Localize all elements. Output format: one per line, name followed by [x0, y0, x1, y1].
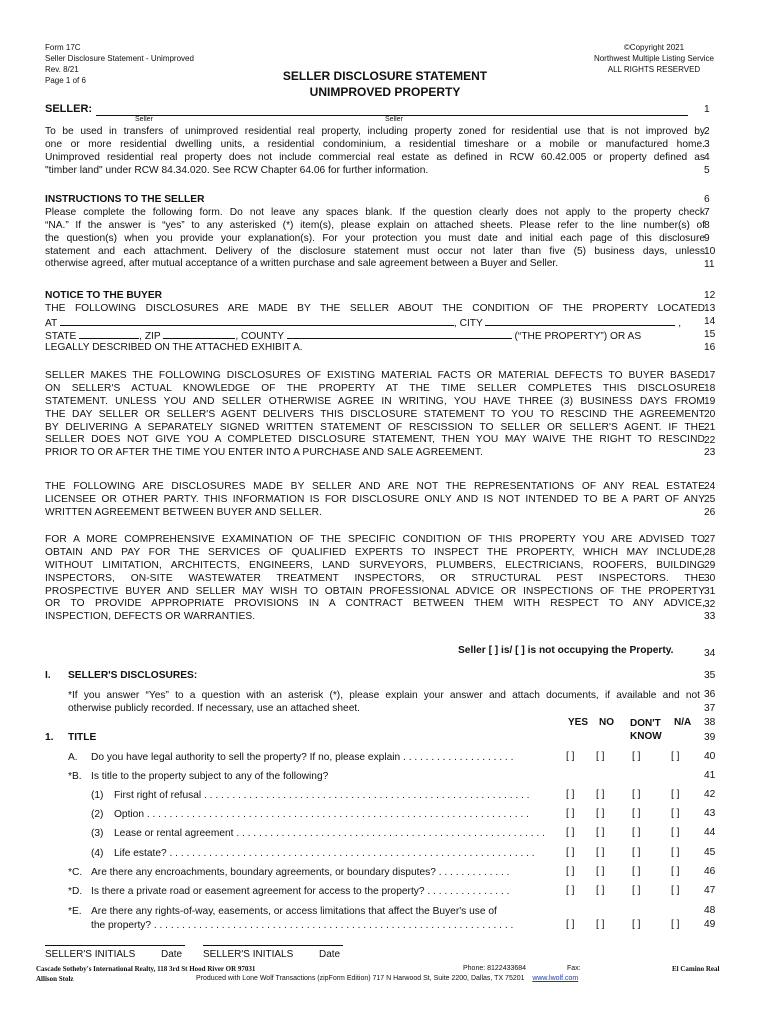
yes-checkbox[interactable]: [ ] — [566, 808, 575, 819]
form-name: Seller Disclosure Statement - Unimproved — [45, 54, 194, 63]
yes-checkbox[interactable]: [ ] — [566, 847, 575, 858]
disclosure-paragraph-3 — [45, 534, 705, 624]
line-number: 34 — [704, 648, 716, 659]
notice-section — [45, 290, 705, 354]
line-number: 30 — [704, 572, 716, 584]
title-section-number: 1. — [45, 732, 54, 743]
line-numbers-notice — [704, 290, 715, 355]
paragraph-line: PRIOR TO OR AFTER THE TIME YOU ENTER INTO A PURCHASE AND SALE AGREEMENT. — [45, 447, 483, 459]
line-number: 19 — [704, 395, 716, 407]
paragraph-line: STATEMENT. UNLESS YOU AND SELLER OTHERWISE AGREE IN WRITING, YOU HAVE THREE (3) BUSINESS DAYS FROM — [45, 395, 705, 407]
property-name: El Camino Real — [672, 965, 720, 973]
line-number: 43 — [704, 808, 716, 819]
section-heading: SELLER'S DISCLOSURES: — [68, 670, 198, 681]
line-number: 1 — [704, 104, 710, 115]
line-number: 27 — [704, 534, 716, 545]
question-text: Is title to the property subject to any of the following? — [91, 771, 329, 782]
line-number: 8 — [704, 219, 710, 231]
instructions-line: “NA.” If the answer is “yes” to any asterisked (*) item(s), please explain on attached sheets. Please refer to the line number(s) of — [45, 219, 705, 231]
section-number: I. — [45, 670, 51, 681]
line-number: 2 — [704, 126, 710, 137]
initials-label-2: SELLER'S INITIALS — [203, 949, 294, 960]
instructions-line: Please complete the following form. Do not leave any spaces blank. If the question clearly does not apply to the property check — [45, 206, 705, 218]
paragraph-line: WITHOUT LIMITATION, ARCHITECTS, ENGINEERS, LAND SURVEYORS, PLUMBERS, ELECTRICIANS, ROOFERS, BUILDING — [45, 559, 705, 571]
no-checkbox[interactable]: [ ] — [596, 866, 605, 877]
col-dont-know — [630, 717, 662, 743]
no-checkbox[interactable]: [ ] — [596, 885, 605, 896]
line-number: 41 — [704, 770, 716, 781]
line-number: 26 — [704, 506, 716, 518]
line-number: 47 — [704, 885, 716, 896]
line-number: 20 — [704, 408, 716, 420]
na-checkbox[interactable]: [ ] — [671, 866, 680, 877]
page-title — [0, 68, 770, 100]
paragraph-line: PROSPECTIVE BUYER AND SELLER MAY WISH TO OBTAIN PROFESSIONAL ADVICE OR INSPECTIONS OF THE PROPERTY — [45, 585, 705, 597]
instructions-heading: INSTRUCTIONS TO THE SELLER — [45, 194, 205, 205]
question-label: *B. — [68, 771, 82, 782]
date-label-2: Date — [319, 949, 341, 960]
brokerage-address: Cascade Sotheby's International Realty, 118 3rd St Hood River OR 97031 — [36, 965, 256, 973]
line-number: 22 — [704, 434, 716, 446]
seller-caption-2: Seller — [385, 116, 403, 123]
line-number: 24 — [704, 481, 716, 492]
col-yes: YES — [568, 717, 589, 728]
yes-checkbox[interactable]: [ ] — [566, 789, 575, 800]
paragraph-line: THE FOLLOWING ARE DISCLOSURES MADE BY SELLER AND ARE NOT THE REPRESENTATIONS OF ANY REAL ESTATE — [45, 481, 705, 492]
line-number: 12 — [704, 290, 716, 301]
instructions-line: statement and each attachment. Delivery of the disclosure statement must occur not later than five (5) business days, unless — [45, 245, 705, 257]
na-checkbox[interactable]: [ ] — [671, 808, 680, 819]
line-number: 3 — [704, 138, 710, 150]
publisher: Northwest Multiple Listing Service — [593, 54, 714, 63]
line-number: 9 — [704, 232, 710, 244]
line-number: 29 — [704, 559, 716, 571]
yes-checkbox[interactable]: [ ] — [566, 885, 575, 896]
line-number: 49 — [704, 919, 716, 930]
line-number: 13 — [704, 302, 716, 314]
line-number: 10 — [704, 245, 716, 257]
line-number: 15 — [704, 328, 716, 340]
paragraph-line: SELLER DOES NOT GIVE YOU A COMPLETED DISCLOSURE STATEMENT, THEN YOU MAY WAIVE THE RIGHT TO RESCIND — [45, 434, 705, 446]
line-number: 45 — [704, 847, 716, 858]
na-checkbox[interactable]: [ ] — [671, 789, 680, 800]
question-label: *D. — [68, 886, 83, 897]
date-label-1: Date — [161, 949, 183, 960]
line-number: 36 — [704, 689, 716, 700]
agent-name: Allison Stolz — [36, 975, 74, 983]
fax: Fax: — [567, 965, 581, 972]
paragraph-line: SELLER MAKES THE FOLLOWING DISCLOSURES OF EXISTING MATERIAL FACTS OR MATERIAL DEFECTS TO BUYER BASED — [45, 370, 705, 381]
dont-know-checkbox[interactable]: [ ] — [632, 751, 641, 762]
paragraph-line: WRITTEN AGREEMENT BETWEEN BUYER AND SELLER. — [45, 506, 322, 518]
question-label: *E. — [68, 906, 82, 917]
zip-field[interactable] — [163, 329, 235, 339]
disclosure-paragraph-2 — [45, 481, 705, 520]
question-label: (4) — [91, 848, 104, 859]
line-number: 16 — [704, 341, 716, 353]
line-number: 21 — [704, 421, 716, 433]
na-checkbox[interactable]: [ ] — [671, 919, 680, 930]
dont-know-checkbox[interactable]: [ ] — [632, 789, 641, 800]
state-field[interactable] — [79, 329, 139, 339]
question-text: Is there a private road or easement agreement for access to the property? . . . . . . . . . . . . . . . — [91, 886, 510, 897]
line-number: 48 — [704, 905, 716, 916]
col-na: N/A — [674, 717, 692, 728]
producer-info — [196, 974, 578, 984]
question-text: Lease or rental agreement . . . . . . . . . . . . . . . . . . . . . . . . . . . . . . . . . . . . . . . . . . . . . . . . . . . . . . . — [114, 828, 545, 839]
dont-know-checkbox[interactable]: [ ] — [632, 866, 641, 877]
title-line-1: SELLER DISCLOSURE STATEMENT — [282, 69, 488, 83]
no-checkbox[interactable]: [ ] — [596, 789, 605, 800]
zip-label: , ZIP — [139, 330, 161, 342]
yes-checkbox[interactable]: [ ] — [566, 827, 575, 838]
question-text: First right of refusal . . . . . . . . . . . . . . . . . . . . . . . . . . . . . . . . . . . . . . . . . . . . . . . . . . . . . . . . . . — [114, 790, 530, 801]
na-checkbox[interactable]: [ ] — [671, 751, 680, 762]
intro-line: Unimproved residential real property does not include commercial real estate as defined in RCW 60.42.005 or property defined as — [45, 151, 705, 163]
line-number: 6 — [704, 194, 710, 205]
dont-know-checkbox[interactable]: [ ] — [632, 827, 641, 838]
question-label: (3) — [91, 828, 104, 839]
paragraph-line: INSPECTORS, ON-SITE WASTEWATER TREATMENT INSPECTORS, OR STRUCTURAL PEST INSPECTORS. THE — [45, 572, 705, 584]
note-line: *If you answer “Yes” to a question with an asterisk (*), please explain your answer and attach documents, if available and not — [68, 690, 700, 701]
intro-line: one or more residential dwelling units, a residential condominium, a residential timeshare or a mobile or manufactured home. — [45, 138, 705, 150]
paragraph-line: LICENSEE OR OTHER PARTY. THIS INFORMATION IS FOR DISCLOSURE ONLY AND IS NOT INTENDED TO BE A PART OF ANY — [45, 493, 705, 505]
at-label: AT — [45, 317, 58, 329]
seller-label: SELLER: — [45, 103, 93, 115]
producer-text: Produced with Lone Wolf Transactions (zipForm Edition) 717 N Harwood St, Suite 2200, Dallas, TX 75201 — [196, 975, 525, 982]
seller-caption-1: Seller — [135, 116, 153, 123]
paragraph-line: THE DAY SELLER OR SELLER'S AGENT DELIVERS THIS DISCLOSURE STATEMENT TO YOU TO RESCIND THE AGREEMENT — [45, 408, 705, 420]
line-number: 4 — [704, 151, 710, 163]
disclosure-paragraph-1 — [45, 370, 705, 460]
state-label: STATE — [45, 330, 77, 342]
page-number: Page 1 of 6 — [45, 76, 86, 85]
line-numbers-instructions — [704, 194, 715, 271]
county-label: , COUNTY — [235, 330, 284, 342]
notice-line: THE FOLLOWING DISCLOSURES ARE MADE BY THE SELLER ABOUT THE CONDITION OF THE PROPERTY LOCATED — [45, 302, 705, 314]
question-text: Option . . . . . . . . . . . . . . . . . . . . . . . . . . . . . . . . . . . . . . . . . . . . . . . . . . . . . . . . . . . . . . . . . . . . — [114, 809, 529, 820]
intro-line: To be used in transfers of unimproved residential real property, including property zoned for residential use that is not improved by — [45, 126, 705, 137]
line-numbers-para1 — [704, 370, 715, 460]
line-number: 46 — [704, 866, 716, 877]
line-number: 40 — [704, 751, 716, 762]
dont-know-checkbox[interactable]: [ ] — [632, 808, 641, 819]
line-number: 32 — [704, 598, 716, 610]
line-number: 7 — [704, 206, 710, 218]
address-field[interactable] — [60, 316, 454, 326]
initials-label-1: SELLER'S INITIALS — [45, 949, 136, 960]
line-number: 14 — [704, 315, 716, 327]
question-text: Do you have legal authority to sell the property? If no, please explain . . . . . . . . . . . . . . . . . . . . — [91, 752, 514, 763]
line-numbers-para3 — [704, 534, 715, 624]
question-text: Life estate? . . . . . . . . . . . . . . . . . . . . . . . . . . . . . . . . . . . . . . . . . . . . . . . . . . . . . . . . . . . . . . . . . — [114, 848, 535, 859]
question-text: the property? . . . . . . . . . . . . . . . . . . . . . . . . . . . . . . . . . . . . . . . . . . . . . . . . . . . . . . . . . . . . . . . . — [91, 920, 514, 931]
notice-heading: NOTICE TO THE BUYER — [45, 290, 162, 301]
line-number: 35 — [704, 670, 716, 681]
na-checkbox[interactable]: [ ] — [671, 847, 680, 858]
line-number: 18 — [704, 382, 716, 394]
instructions-line: the question(s) when you provide your explanation(s). For your protection you must date and initial each page of this disclosure — [45, 232, 705, 244]
intro-line: "timber land" under RCW 84.34.020. See RCW Chapter 64.06 for further information. — [45, 164, 429, 176]
notice-state-row — [45, 329, 705, 342]
title-section-heading: TITLE — [68, 732, 97, 743]
line-numbers-intro — [704, 126, 710, 178]
line-number: 25 — [704, 493, 716, 505]
property-label: (“THE PROPERTY”) OR AS — [514, 330, 642, 342]
line-number: 44 — [704, 827, 716, 838]
question-text: Are there any rights-of-way, easements, or access limitations that affect the Buyer's use of — [91, 906, 497, 917]
dont-know-checkbox[interactable]: [ ] — [632, 847, 641, 858]
occupancy-checkbox-row[interactable]: Seller [ ] is/ [ ] is not occupying the Property. — [458, 645, 674, 656]
line-number: 37 — [704, 703, 716, 714]
line-number: 11 — [704, 258, 715, 270]
question-label: A. — [68, 752, 78, 763]
notice-line: LEGALLY DESCRIBED ON THE ATTACHED EXHIBIT A. — [45, 341, 303, 353]
title-line-2: UNIMPROVED PROPERTY — [309, 85, 461, 99]
lwolf-link[interactable]: www.lwolf.com — [532, 975, 579, 982]
note-line: otherwise publicly recorded. If necessary, use an attached sheet. — [68, 703, 361, 714]
copyright: ©Copyright 2021 — [623, 43, 685, 52]
paragraph-line: OR TO PROVIDE APPROPRIATE PROVISIONS IN A CONTRACT BETWEEN THEM WITH RESPECT TO ANY ADVICE, — [45, 598, 705, 610]
paragraph-line: INSPECTION, DEFECTS OR WARRANTIES. — [45, 611, 256, 623]
line-number: 5 — [704, 164, 710, 176]
no-checkbox[interactable]: [ ] — [596, 919, 605, 930]
paragraph-line: OBTAIN AND PAY FOR THE SERVICES OF QUALIFIED EXPERTS TO INSPECT THE PROPERTY, WHICH MAY INCLUDE, — [45, 546, 705, 558]
no-checkbox[interactable]: [ ] — [596, 827, 605, 838]
city-field[interactable] — [485, 316, 675, 326]
line-number: 23 — [704, 447, 716, 459]
no-checkbox[interactable]: [ ] — [596, 808, 605, 819]
form-revision: Rev. 8/21 — [45, 65, 79, 74]
na-checkbox[interactable]: [ ] — [671, 827, 680, 838]
paragraph-line: FOR A MORE COMPREHENSIVE EXAMINATION OF THE SPECIFIC CONDITION OF THIS PROPERTY YOU ARE ADVISED TO — [45, 534, 705, 545]
col-dont-label: DON'T — [630, 718, 661, 729]
form-number: Form 17C — [45, 43, 81, 52]
line-number: 38 — [704, 717, 716, 728]
question-label: *C. — [68, 867, 83, 878]
paragraph-line: ON SELLER'S ACTUAL KNOWLEDGE OF THE PROPERTY AT THE TIME SELLER COMPLETES THIS DISCLOSURE — [45, 382, 705, 394]
county-field[interactable] — [287, 329, 512, 339]
line-number: 39 — [704, 732, 716, 743]
yes-checkbox[interactable]: [ ] — [566, 866, 575, 877]
question-label: (2) — [91, 809, 104, 820]
intro-paragraph — [45, 126, 705, 178]
initials-line-2[interactable] — [203, 945, 343, 946]
line-number: 33 — [704, 611, 716, 623]
line-numbers-para2 — [704, 481, 715, 520]
yes-checkbox[interactable]: [ ] — [566, 751, 575, 762]
dont-know-checkbox[interactable]: [ ] — [632, 919, 641, 930]
instructions-section — [45, 194, 705, 271]
no-checkbox[interactable]: [ ] — [596, 751, 605, 762]
question-text: Are there any encroachments, boundary agreements, or boundary disputes? . . . . . . . . . . . . . — [91, 867, 510, 878]
question-label: (1) — [91, 790, 104, 801]
col-know-label: KNOW — [630, 731, 662, 742]
na-checkbox[interactable]: [ ] — [671, 885, 680, 896]
asterisk-note — [68, 689, 700, 715]
line-number: 31 — [704, 585, 716, 597]
dont-know-checkbox[interactable]: [ ] — [632, 885, 641, 896]
yes-checkbox[interactable]: [ ] — [566, 919, 575, 930]
no-checkbox[interactable]: [ ] — [596, 847, 605, 858]
phone: Phone: 8122433684 — [463, 965, 527, 972]
col-no: NO — [599, 717, 614, 728]
line-number: 17 — [704, 370, 716, 381]
initials-line-1[interactable] — [45, 945, 185, 946]
city-label: , CITY — [453, 317, 483, 329]
rights: ALL RIGHTS RESERVED — [607, 65, 701, 74]
paragraph-line: BY DELIVERING A SEPARATELY SIGNED WRITTEN STATEMENT OF RESCISSION TO SELLER OR SELLER'S AGENT. IF THE — [45, 421, 705, 433]
line-number: 28 — [704, 546, 716, 558]
notice-address-row: AT , CITY , — [45, 317, 682, 329]
line-number: 42 — [704, 789, 716, 800]
instructions-line: otherwise agreed, after mutual acceptance of a written purchase and sale agreement between a Buyer and Seller. — [45, 258, 559, 270]
